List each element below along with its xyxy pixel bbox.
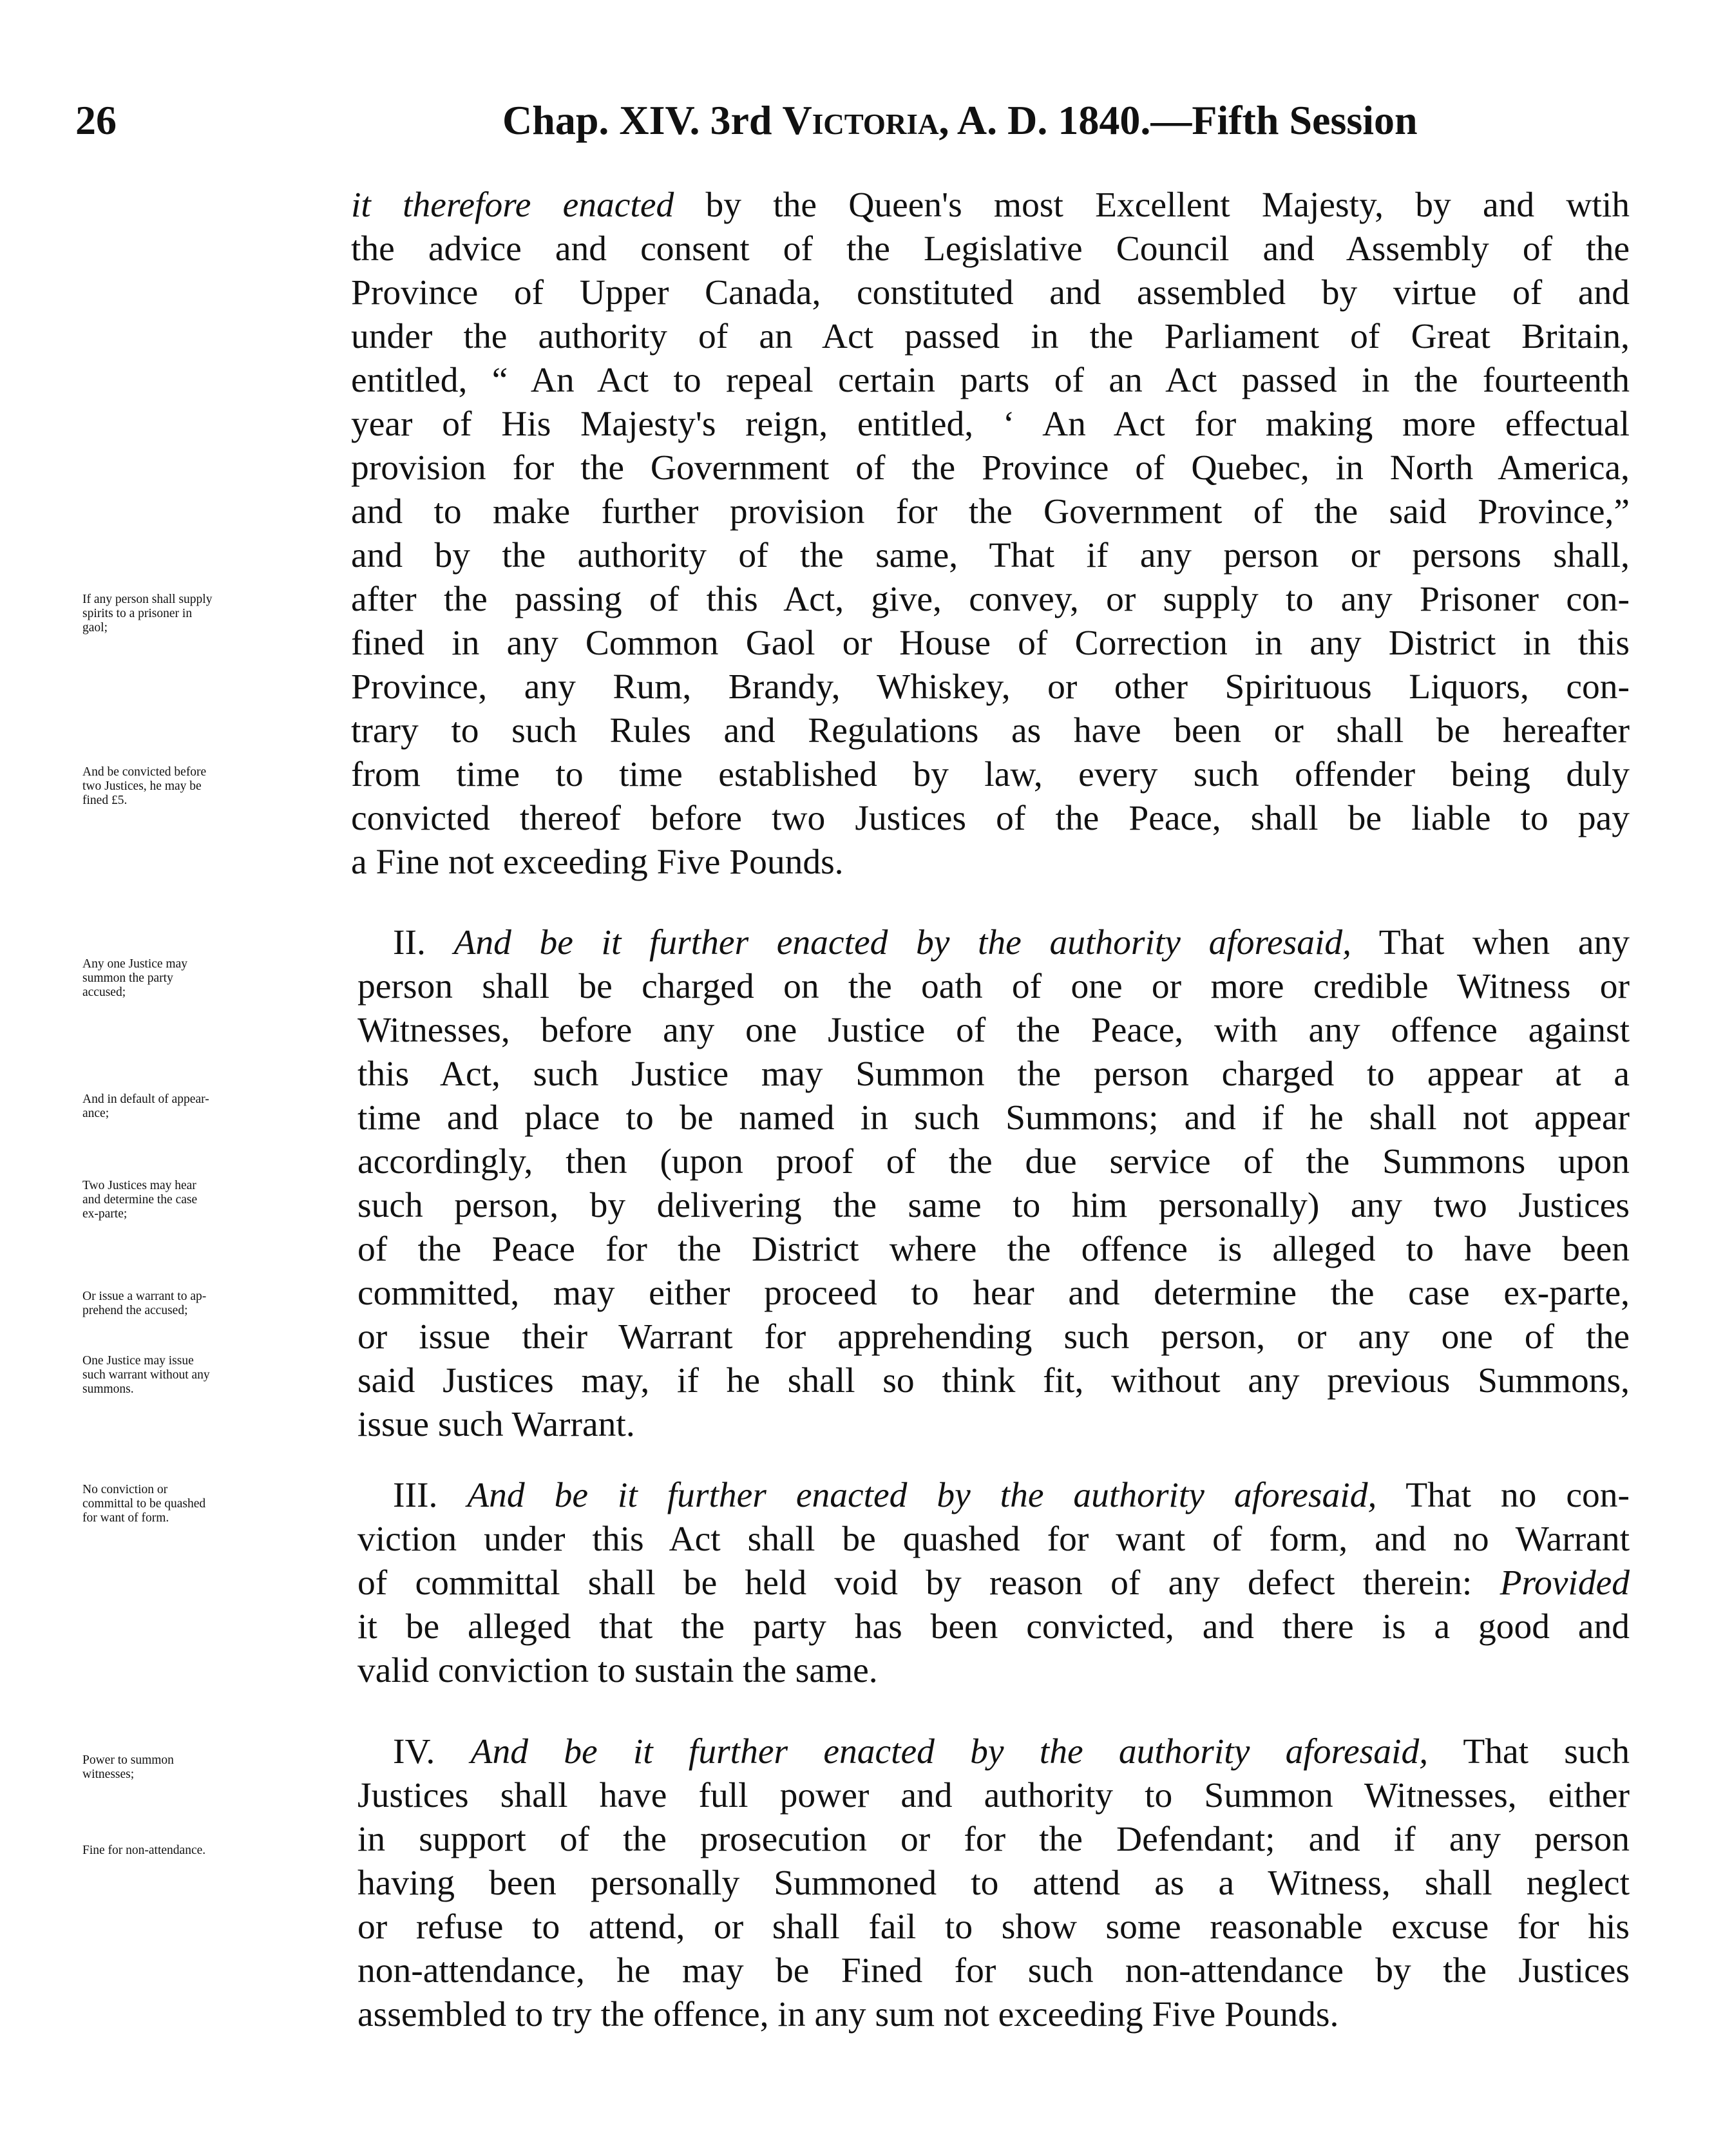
body-line [351, 184, 1630, 227]
line-text: That such [1428, 1732, 1630, 1771]
body-line: time and place to be named in such Summons; and if he shall not appear [357, 1098, 1630, 1138]
body-line: the advice and consent of the Legislative Council and Assembly of the [351, 229, 1630, 269]
margin-note-fined [82, 765, 347, 808]
margin-note-line: witnesses; [82, 1768, 135, 1781]
body-line: of the Peace for the District where the offence is alleged to have been [357, 1230, 1630, 1269]
body-line: Witnesses, before any one Justice of the Peace, with any offence against [357, 1011, 1630, 1050]
body-line: and by the authority of the same, That if any person or persons shall, [351, 536, 1630, 575]
margin-note-supply-spirits [82, 593, 347, 635]
margin-note-line: committal to be quashed [82, 1497, 206, 1511]
italic-phrase: it therefore enacted [351, 186, 674, 225]
italic-phrase: And be it further enacted by the authority aforesaid, [470, 1732, 1429, 1771]
running-header [502, 97, 1418, 144]
margin-note-line: And be convicted before [82, 765, 207, 779]
line-text: by the Queen's most Excellent Majesty, by and wtih [674, 186, 1630, 225]
margin-note-line: No conviction or [82, 1483, 168, 1496]
body-line: year of His Majesty's reign, entitled, ‘ An Act for making more effectual [351, 405, 1630, 444]
body-line: trary to such Rules and Regulations as have been or shall be hereafter [351, 711, 1630, 750]
body-line: having been personally Summoned to attend as a Witness, shall neglect [357, 1864, 1630, 1903]
margin-note-line: summon the party [82, 971, 173, 985]
section-numeral: II. [393, 923, 454, 962]
margin-note-line: And in default of appear- [82, 1092, 209, 1106]
line-text: That when any [1351, 923, 1630, 962]
margin-note-line: prehend the accused; [82, 1304, 188, 1317]
body-line: and to make further provision for the Government of the said Province,” [351, 492, 1630, 531]
margin-note-line: and determine the case [82, 1193, 198, 1207]
body-line: convicted thereof before two Justices of the Peace, shall be liable to pay [351, 799, 1630, 838]
margin-note-line: spirits to a prisoner in [82, 607, 193, 620]
body-line: such person, by delivering the same to him personally) any two Justices [357, 1186, 1630, 1225]
line-text: of committal shall be held void by reason of any defect therein: [357, 1563, 1500, 1603]
margin-note-line: ance; [82, 1107, 110, 1120]
body-line: person shall be charged on the oath of one or more credible Witness or [357, 967, 1630, 1006]
body-line: fined in any Common Gaol or House of Correction in any District in this [351, 624, 1630, 663]
body-line: after the passing of this Act, give, convey, or supply to any Prisoner con- [351, 580, 1630, 619]
body-line: committed, may either proceed to hear and determine the case ex-parte, [357, 1274, 1630, 1313]
italic-phrase: And be it further enacted by the authority aforesaid, [453, 923, 1352, 962]
margin-note-fine-non-attendance [82, 1844, 347, 1858]
body-line: under the authority of an Act passed in the Parliament of Great Britain, [351, 317, 1630, 356]
margin-note-line: Power to summon [82, 1753, 174, 1767]
body-line: accordingly, then (upon proof of the due service of the Summons upon [357, 1142, 1630, 1181]
margin-note-line: Fine for non-attendance. [82, 1844, 206, 1857]
body-line: non-attendance, he may be Fined for such non-attendance by the Justices [357, 1951, 1630, 1990]
margin-note-line: Any one Justice may [82, 957, 188, 971]
margin-note-summon-witnesses [82, 1753, 347, 1782]
section-numeral: III. [393, 1476, 468, 1515]
italic-phrase: Provided [1500, 1563, 1630, 1603]
body-line: issue such Warrant. [357, 1405, 635, 1444]
margin-note-line: gaol; [82, 621, 108, 634]
margin-note-line: fined £5. [82, 794, 128, 807]
body-line: said Justices may, if he shall so think fit, without any previous Summons, [357, 1361, 1630, 1400]
margin-note-line: One Justice may issue [82, 1354, 194, 1368]
margin-note-summon-accused [82, 957, 347, 1000]
header-title-prefix: Chap. XIV. 3rd [502, 97, 783, 143]
body-line: or issue their Warrant for apprehending such person, or any one of the [357, 1317, 1630, 1357]
body-line: a Fine not exceeding Five Pounds. [351, 843, 844, 882]
margin-note-default-appearance [82, 1092, 347, 1121]
italic-phrase: And be it further enacted by the authority aforesaid, [467, 1476, 1377, 1515]
margin-note-line: accused; [82, 986, 126, 999]
page-number: 26 [75, 97, 117, 143]
header-title-suffix: , A. D. 1840.—Fifth Session [938, 97, 1418, 143]
section-heading-line [357, 921, 1630, 965]
margin-note-line: Two Justices may hear [82, 1179, 196, 1192]
body-line: provision for the Government of the Province of Quebec, in North America, [351, 448, 1630, 488]
margin-note-line: summons. [82, 1382, 134, 1396]
body-line: assembled to try the offence, in any sum not exceeding Five Pounds. [357, 1995, 1339, 2034]
margin-note-ex-parte [82, 1179, 347, 1221]
body-line: in support of the prosecution or for the Defendant; and if any person [357, 1820, 1630, 1859]
body-line: this Act, such Justice may Summon the person charged to appear at a [357, 1054, 1630, 1094]
body-line [357, 1561, 1630, 1605]
line-text: That no con- [1376, 1476, 1630, 1515]
body-line: Province, any Rum, Brandy, Whiskey, or other Spirituous Liquors, con- [351, 667, 1630, 707]
body-line: or refuse to attend, or shall fail to show some reasonable excuse for his [357, 1907, 1630, 1947]
body-line: Province of Upper Canada, constituted and assembled by virtue of and [351, 273, 1630, 312]
section-heading-line [357, 1474, 1630, 1518]
header-title-victoria: Victoria [782, 97, 939, 143]
body-line: viction under this Act shall be quashed for want of form, and no Warrant [357, 1520, 1630, 1559]
margin-note-line: such warrant without any [82, 1368, 210, 1382]
body-line: from time to time established by law, every such offender being duly [351, 755, 1630, 794]
body-line: entitled, “ An Act to repeal certain parts of an Act passed in the fourteenth [351, 361, 1630, 400]
margin-note-line: Or issue a warrant to ap- [82, 1290, 207, 1303]
body-line: it be alleged that the party has been convicted, and there is a good and [357, 1607, 1630, 1646]
margin-note-line: two Justices, he may be [82, 779, 202, 793]
margin-note-line: If any person shall supply [82, 593, 213, 606]
margin-note-line: ex-parte; [82, 1207, 128, 1221]
body-line: Justices shall have full power and authority to Summon Witnesses, either [357, 1776, 1630, 1815]
margin-note-line: for want of form. [82, 1511, 169, 1525]
section-numeral: IV. [393, 1732, 471, 1771]
margin-note-warrant [82, 1290, 347, 1318]
body-line: valid conviction to sustain the same. [357, 1651, 878, 1690]
margin-note-warrant-without-summons [82, 1354, 347, 1397]
section-heading-line [357, 1730, 1630, 1774]
margin-note-no-quashing [82, 1483, 347, 1525]
